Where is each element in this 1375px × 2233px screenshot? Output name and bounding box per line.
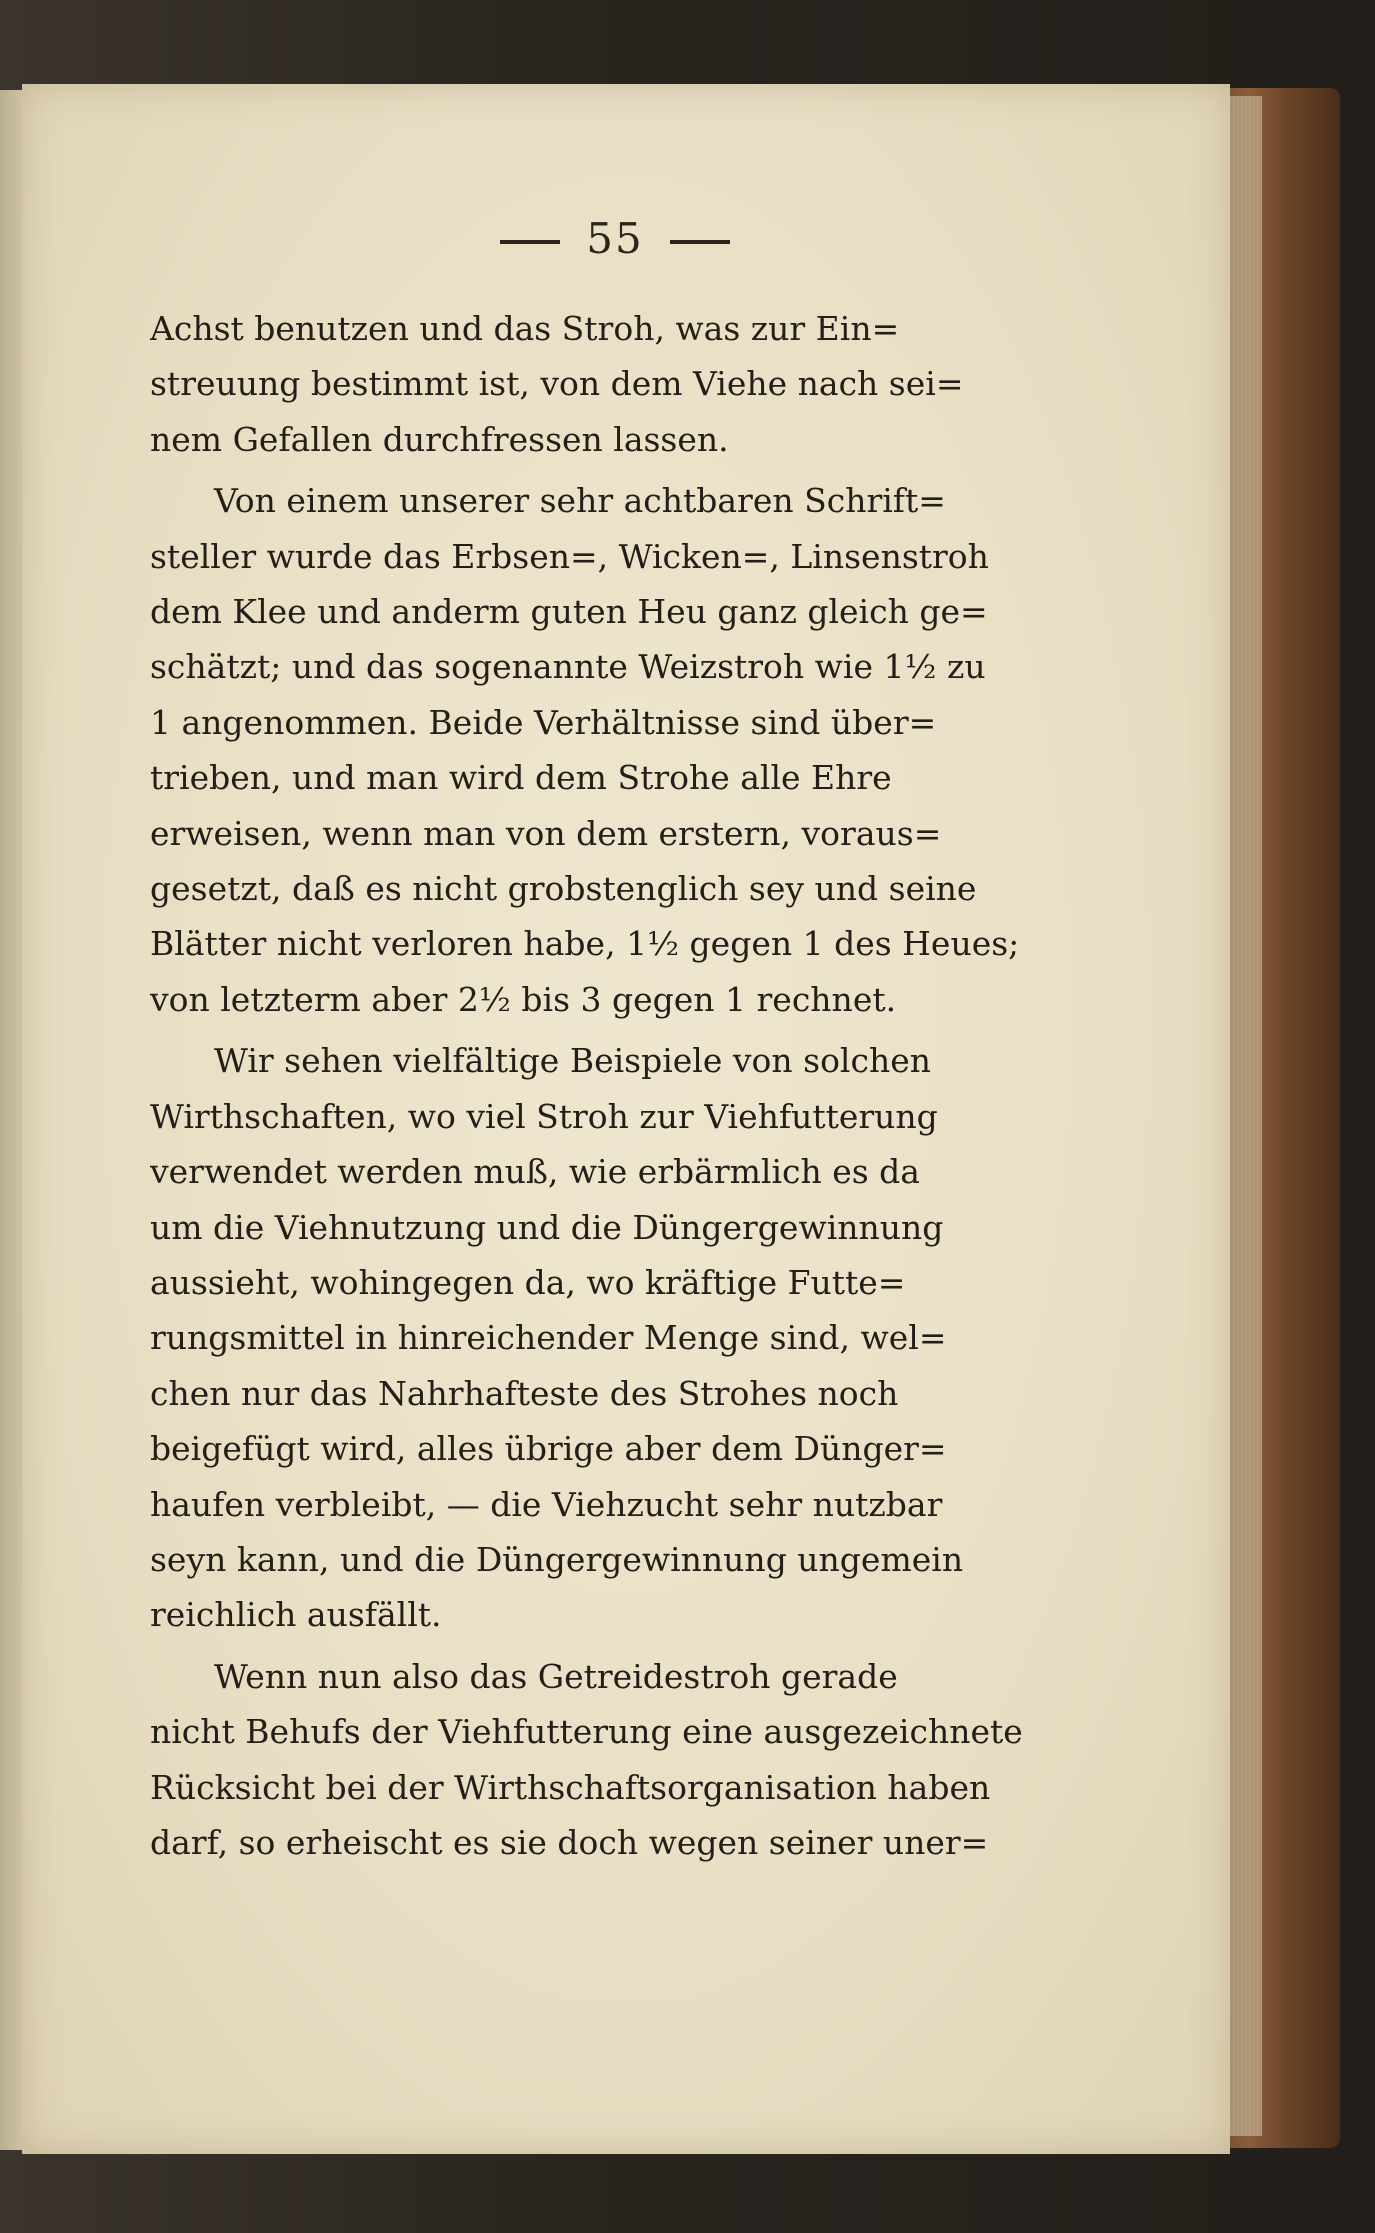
page-content bbox=[150, 214, 1080, 1870]
text-line: haufen verbleibt, — die Viehzucht sehr nutzbar bbox=[150, 1484, 943, 1524]
text-line: beigefügt wird, alles übrige aber dem Dünger= bbox=[150, 1429, 947, 1469]
page-number bbox=[150, 214, 1080, 263]
text-line: seyn kann, und die Düngergewinnung ungemein bbox=[150, 1539, 964, 1579]
text-line: um die Viehnutzung und die Düngergewinnung bbox=[150, 1207, 944, 1247]
page-number-dash-left bbox=[500, 240, 560, 244]
paragraph bbox=[150, 473, 1080, 1027]
page-number-dash-right bbox=[670, 240, 730, 244]
paragraph bbox=[150, 301, 1080, 467]
text-line: rungsmittel in hinreichender Menge sind, wel= bbox=[150, 1318, 947, 1358]
text-line: steller wurde das Erbsen=, Wicken=, Linsenstroh bbox=[150, 536, 989, 576]
text-line: gesetzt, daß es nicht grobstenglich sey und seine bbox=[150, 869, 977, 909]
text-line: verwendet werden muß, wie erbärmlich es da bbox=[150, 1152, 920, 1192]
text-line: aussieht, wohingegen da, wo kräftige Futte= bbox=[150, 1262, 906, 1302]
text-line: dem Klee und anderm guten Heu ganz gleich ge= bbox=[150, 592, 988, 632]
text-line: von letzterm aber 2½ bis 3 gegen 1 rechnet. bbox=[150, 979, 897, 1019]
text-line: erweisen, wenn man von dem erstern, voraus= bbox=[150, 813, 942, 853]
text-line: schätzt; und das sogenannte Weizstroh wie 1½ zu bbox=[150, 647, 986, 687]
text-line: nicht Behufs der Viehfutterung eine ausgezeichnete bbox=[150, 1712, 1023, 1752]
text-line: darf, so erheischt es sie doch wegen seiner uner= bbox=[150, 1822, 989, 1862]
text-line: nem Gefallen durchfressen lassen. bbox=[150, 419, 729, 459]
text-line: Wir sehen vielfältige Beispiele von solchen bbox=[214, 1041, 932, 1081]
text-line: chen nur das Nahrhafteste des Strohes noch bbox=[150, 1373, 899, 1413]
text-line: trieben, und man wird dem Strohe alle Ehre bbox=[150, 758, 892, 798]
book-page bbox=[22, 84, 1230, 2154]
text-line: Wenn nun also das Getreidestroh gerade bbox=[214, 1656, 898, 1696]
text-line: Wirthschaften, wo viel Stroh zur Viehfutterung bbox=[150, 1096, 938, 1136]
text-line: Rücksicht bei der Wirthschaftsorganisation haben bbox=[150, 1767, 991, 1807]
paragraph bbox=[150, 1649, 1080, 1871]
body-text bbox=[150, 301, 1080, 1870]
text-line: Von einem unserer sehr achtbaren Schrift= bbox=[214, 481, 946, 521]
text-line: Blätter nicht verloren habe, 1½ gegen 1 des Heues; bbox=[150, 924, 1020, 964]
text-line: Achst benutzen und das Stroh, was zur Ein= bbox=[150, 309, 900, 348]
page-number-value: 55 bbox=[586, 214, 644, 263]
text-line: 1 angenommen. Beide Verhältnisse sind über= bbox=[150, 702, 937, 742]
text-line: reichlich ausfällt. bbox=[150, 1595, 442, 1635]
paragraph bbox=[150, 1033, 1080, 1642]
text-line: streuung bestimmt ist, von dem Viehe nach sei= bbox=[150, 364, 964, 404]
